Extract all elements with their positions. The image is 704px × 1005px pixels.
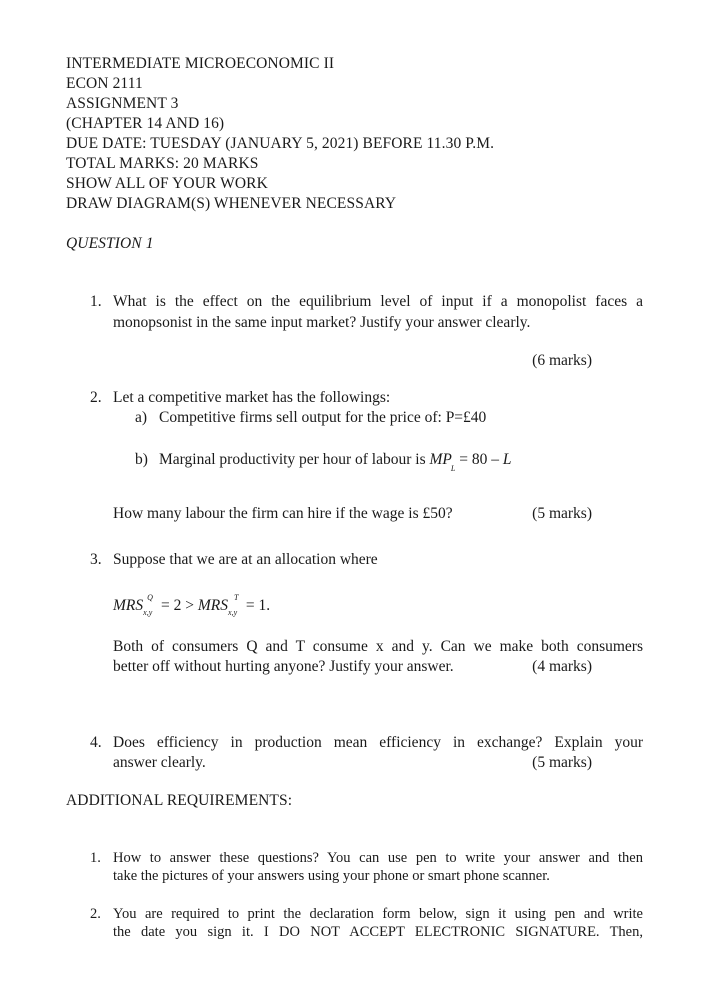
q2-intro: Let a competitive market has the followings:	[113, 389, 391, 406]
q3-sub-t: x,y	[228, 608, 238, 617]
q4-text-line2: answer clearly.	[113, 754, 206, 771]
q1-marks: (6 marks)	[532, 352, 592, 369]
q2a-label: a)	[135, 409, 148, 426]
q2b-text	[159, 450, 511, 472]
req1-line1: How to answer these questions? You can use pen to write your answer and then	[113, 850, 643, 866]
q2-marks: (5 marks)	[532, 505, 592, 522]
q4-text-line1: Does efficiency in production mean efficiency in exchange? Explain your	[113, 734, 643, 751]
req1-line2: take the pictures of your answers using your phone or smart phone scanner.	[113, 868, 550, 884]
course-title: INTERMEDIATE MICROECONOMIC II	[66, 55, 335, 72]
req2-line2: the date you sign it. I DO NOT ACCEPT ELECTRONIC SIGNATURE. Then,	[113, 924, 643, 940]
q1-text-line2: monopsonist in the same input market? Justify your answer clearly.	[113, 314, 531, 331]
q4-marks: (5 marks)	[532, 754, 592, 771]
q2a-text: Competitive firms sell output for the price of: P=£40	[159, 409, 487, 426]
q3-mrs-q: MRS	[113, 597, 144, 614]
q3-sub-q: x,y	[143, 608, 153, 617]
q3-marks: (4 marks)	[532, 658, 592, 675]
q2b-eq: = 80 –	[459, 451, 503, 468]
q3-end: = 1.	[245, 597, 271, 614]
q1-text-line1: What is the effect on the equilibrium level of input if a monopolist faces a	[113, 293, 643, 310]
req1-number: 1.	[90, 850, 101, 866]
total-marks: TOTAL MARKS: 20 MARKS	[66, 155, 259, 172]
question-title: QUESTION 1	[66, 235, 154, 252]
q3-number: 3.	[90, 551, 102, 568]
req2-number: 2.	[90, 906, 101, 922]
q3-text-line2: better off without hurting anyone? Justify your answer.	[113, 658, 454, 675]
q3-intro: Suppose that we are at an allocation where	[113, 551, 378, 568]
q2b-text-main: Marginal productivity per hour of labour is	[159, 451, 426, 468]
assignment-number: ASSIGNMENT 3	[66, 95, 179, 112]
q2b-mp: MP	[429, 451, 452, 468]
req2-line1: You are required to print the declaration form below, sign it using pen and write	[113, 906, 643, 922]
q1-number: 1.	[90, 293, 102, 310]
q2-number: 2.	[90, 389, 102, 406]
q2b-sub: L	[450, 464, 456, 473]
show-work-note: SHOW ALL OF YOUR WORK	[66, 175, 268, 192]
chapters: (CHAPTER 14 AND 16)	[66, 115, 225, 132]
due-date: DUE DATE: TUESDAY (JANUARY 5, 2021) BEFORE 11.30 P.M.	[66, 135, 495, 152]
q2-question: How many labour the firm can hire if the wage is £50?	[113, 505, 453, 522]
q3-mid: = 2 >	[161, 597, 194, 614]
q2b-label: b)	[135, 451, 148, 468]
q4-number: 4.	[90, 734, 102, 751]
additional-title: ADDITIONAL REQUIREMENTS:	[66, 792, 293, 809]
q3-mrs-t: MRS	[197, 597, 229, 614]
q3-equation	[113, 593, 271, 617]
q2b-l: L	[502, 451, 512, 468]
q3-sup-q: Q	[147, 593, 153, 602]
q3-sup-t: T	[234, 593, 239, 602]
q3-text-line1: Both of consumers Q and T consume x and y. Can we make both consumers	[113, 638, 643, 655]
course-code: ECON 2111	[66, 75, 143, 92]
diagram-note: DRAW DIAGRAM(S) WHENEVER NECESSARY	[66, 195, 397, 212]
